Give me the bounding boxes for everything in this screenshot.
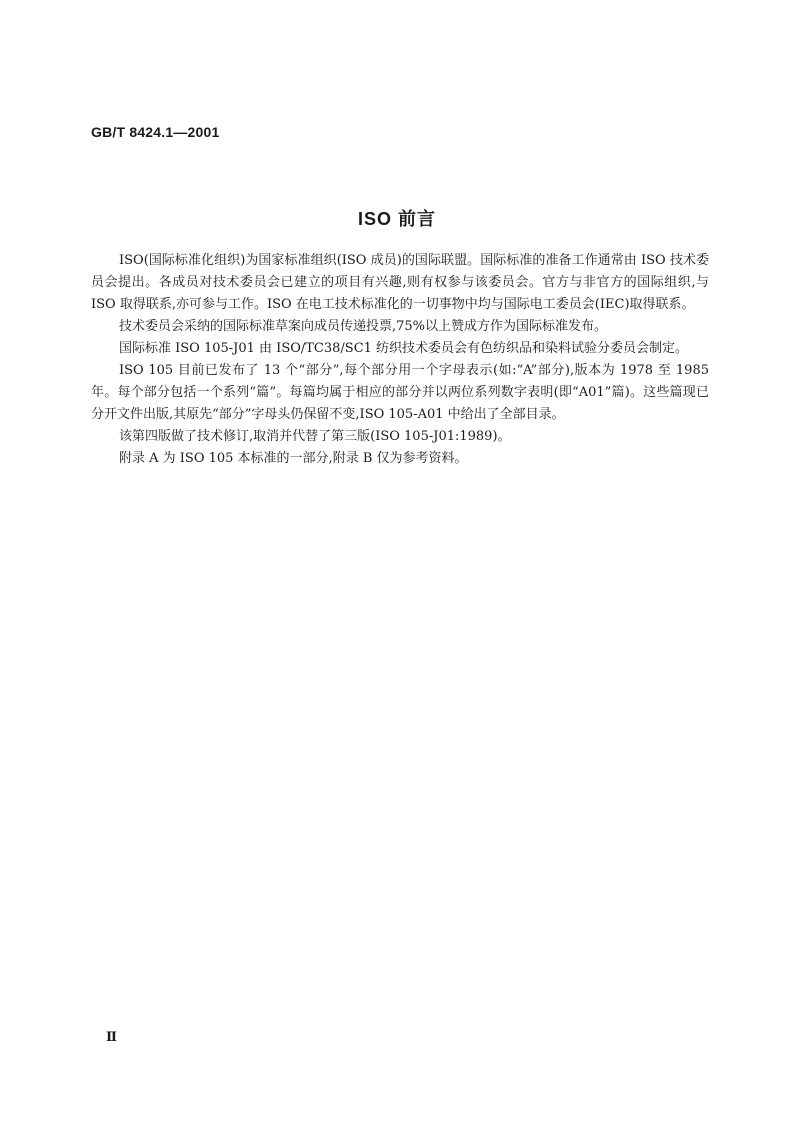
paragraph-annexes: 附录 A 为 ISO 105 本标准的一部分,附录 B 仅为参考资料。: [119, 451, 468, 466]
paragraph-edition: 该第四版做了技术修订,取消并代替了第三版(ISO 105-J01:1989)。: [119, 429, 511, 444]
standard-code: GB/T 8424.1—2001: [91, 124, 220, 140]
paragraph-voting: 技术委员会采纳的国际标准草案向成员传递投票,75%以上赞成方作为国际标准发布。: [119, 319, 608, 334]
paragraph-parts: ISO 105 目前已发布了 13 个“部分”,每个部分用一个字母表示(如:“A”部分),版本为 1978 至 1985 年。每个部分包括一个系列“篇”。每篇均属于相应的部分并以两位系列数字表明(即“A01”篇)。这些篇现已分开文件出版,其原先“部分”字母头仍保留不变,ISO 105-A01 中给出了全部目录。: [91, 363, 709, 422]
page-title: ISO 前言: [357, 209, 436, 229]
foreword-body: [91, 250, 709, 470]
paragraph-iso-intro: ISO(国际标准化组织)为国家标准组织(ISO 成员)的国际联盟。国际标准的准备工作通常由 ISO 技术委员会提出。各成员对技术委员会已建立的项目有兴趣,则有权参与该委员会。官方与非官方的国际组织,与 ISO 取得联系,亦可参与工作。ISO 在电工技术标准化的一切事物中均与国际电工委员会(IEC)取得联系。: [91, 253, 709, 312]
page-number: Ⅱ: [106, 1030, 117, 1045]
paragraph-committee: 国际标准 ISO 105-J01 由 ISO/TC38/SC1 纺织技术委员会有色纺织品和染料试验分委员会制定。: [119, 341, 689, 356]
